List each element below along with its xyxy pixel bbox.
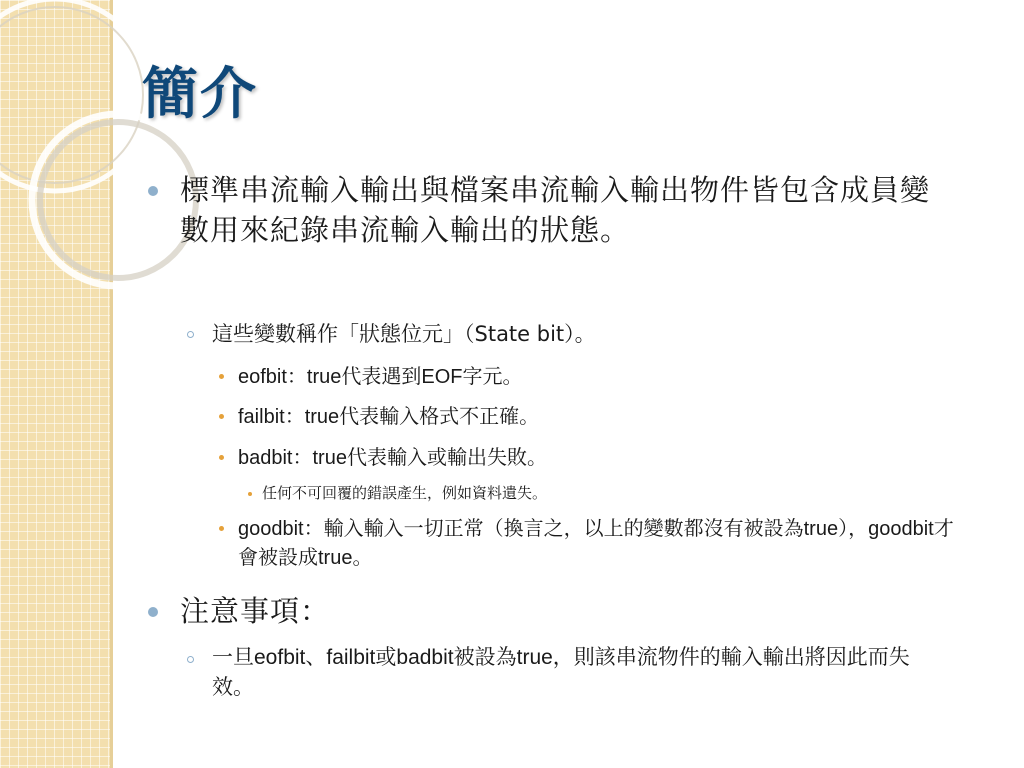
bullet-circle-icon	[187, 656, 194, 663]
bullet-tiny-icon	[248, 492, 252, 496]
bullet-text: eofbit：true代表遇到EOF字元。	[238, 366, 523, 388]
bullet-text: 任何不可回覆的錯誤產生，例如資料遺失。	[262, 484, 548, 502]
bullet-text: 一旦eofbit、failbit或badbit被設為true，則該串流物件的輸入輸出將因此而失效。	[212, 646, 910, 699]
bullet-small-icon	[219, 414, 224, 419]
bullet-text: badbit：true代表輸入或輸出失敗。	[238, 447, 547, 469]
bullet-small-icon	[219, 526, 224, 531]
bullet-small-icon	[219, 455, 224, 460]
bullet-text: goodbit：輸入輸入一切正常（換言之，以上的變數都沒有被設為true），goodbit才會被設成true。	[238, 518, 954, 569]
bullet-small-icon	[219, 374, 224, 379]
bullet-dot-icon	[148, 607, 158, 617]
bullet-text: 這些變數稱作「狀態位元」（State bit）。	[212, 322, 596, 346]
decorative-circles	[0, 0, 260, 320]
bullet-text: 注意事項：	[180, 594, 331, 628]
bullet-dot-icon	[148, 186, 158, 196]
bullet-text: failbit：true代表輸入格式不正確。	[238, 406, 540, 428]
bullet-text: 標準串流輸入輸出與檔案串流輸入輸出物件皆包含成員變數用來紀錄串流輸入輸出的狀態。	[180, 173, 931, 247]
bullet-circle-icon	[187, 331, 194, 338]
slide-title: 簡介	[142, 61, 258, 127]
